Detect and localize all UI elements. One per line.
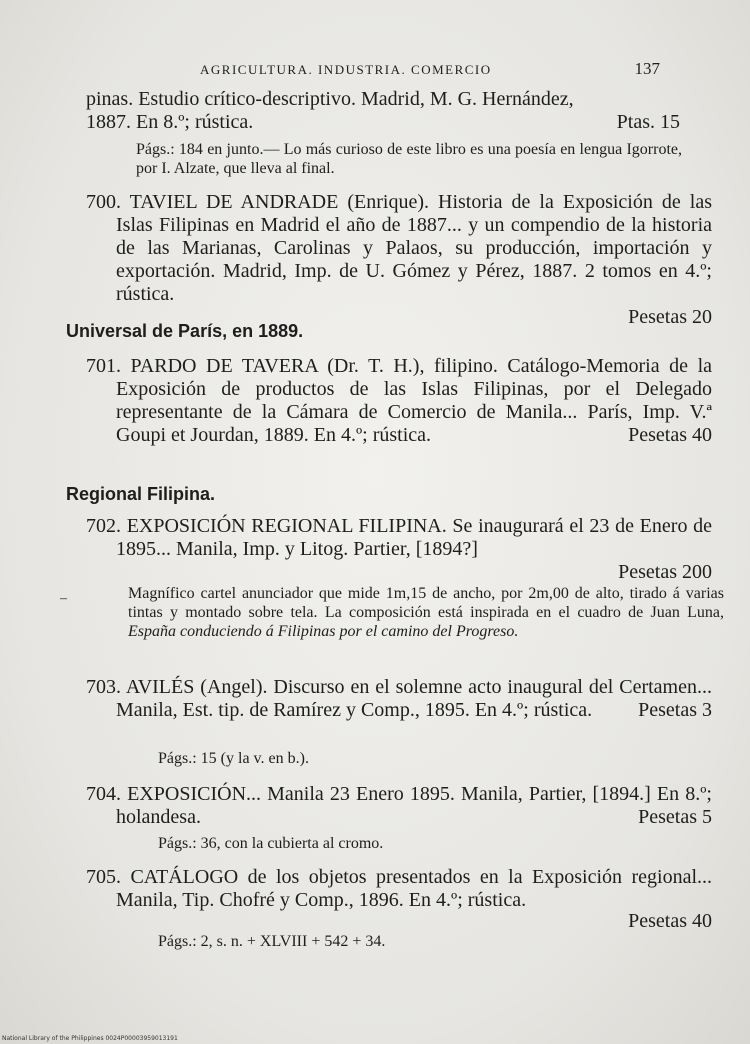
- entry-704: [86, 783, 712, 829]
- entry-703-note: Págs.: 15 (y la v. en b.).: [158, 750, 309, 767]
- entry-continued-note: Págs.: 184 en junto.— Lo más curioso de este libro es una poesía en lengua Igorrote, por I. Alzate, que lleva al final.: [136, 141, 682, 177]
- entry-continued-line1: pinas. Estudio crítico-descriptivo. Madrid, M. G. Hernández,: [86, 88, 574, 110]
- painting-title: España conduciendo á Filipinas por el camino del Progreso.: [128, 623, 519, 640]
- entry-705: [86, 866, 712, 933]
- running-title: AGRICULTURA. INDUSTRIA. COMERCIO: [200, 62, 492, 77]
- entry-text: TAVIEL DE ANDRADE (Enrique). Historia de la Exposición de las Islas Filipinas en Madrid el año de 1887... y un compendio de la historia de las Marianas, Carolinas y Palaos, su producción, importación y exportación. Madrid, Imp. de U. Gómez y Pérez, 1887. 2 tomos en 4.º; rústica.: [116, 191, 712, 305]
- entry-continued: [86, 88, 682, 178]
- entry-number: 702.: [86, 515, 121, 537]
- section-heading-regional: Regional Filipina.: [66, 484, 216, 504]
- entry-705-note: Págs.: 2, s. n. + XLVIII + 542 + 34.: [158, 933, 386, 950]
- entry-price: Pesetas 20: [628, 306, 712, 328]
- entry-text: AVILÉS (Angel). Discurso en el solemne acto inaugural del Certamen... Manila, Est. tip. de Ramírez y Comp., 1895. En 4.º; rústica.: [116, 676, 712, 721]
- entry-701: [86, 355, 712, 447]
- entry-702-note: [86, 584, 724, 641]
- entry-702: [86, 515, 712, 584]
- margin-dash: –: [60, 591, 67, 606]
- entry-703: [86, 676, 712, 722]
- entry-price: Pesetas 40: [628, 910, 712, 932]
- entry-704-note: Págs.: 36, con la cubierta al cromo.: [158, 835, 384, 852]
- entry-continued-line2: 1887. En 8.º; rústica.: [86, 111, 254, 133]
- note-text: Magnífico cartel anunciador que mide 1m,15 de ancho, por 2m,00 de alto, tirado á varias tintas y montado sobre tela. La composición está inspirada en el cuadro de Juan Luna,: [128, 585, 724, 621]
- entry-number: 704.: [86, 783, 121, 805]
- entry-number: 705.: [86, 866, 121, 888]
- entry-price: Pesetas 40: [628, 424, 712, 446]
- entry-price: Pesetas 200: [618, 561, 712, 583]
- entry-700: [86, 191, 712, 329]
- entry-continued-price: Ptas. 15: [616, 111, 680, 133]
- entry-number: 701.: [86, 355, 121, 377]
- entry-text: EXPOSICIÓN... Manila 23 Enero 1895. Manila, Partier, [1894.] En 8.º; holandesa.: [116, 783, 712, 828]
- entry-text: EXPOSICIÓN REGIONAL FILIPINA. Se inaugurará el 23 de Enero de 1895... Manila, Imp. y Litog. Partier, [1894?]: [116, 515, 713, 560]
- entry-price: Pesetas 5: [638, 806, 712, 828]
- entry-price: Pesetas 3: [638, 699, 712, 721]
- entry-text: CATÁLOGO de los objetos presentados en la Exposición regional... Manila, Tip. Chofré y Comp., 1896. En 4.º; rústica.: [116, 866, 713, 911]
- entry-number: 700.: [86, 191, 121, 213]
- entry-number: 703.: [86, 676, 121, 698]
- entry-text: PARDO DE TAVERA (Dr. T. H.), filipino. Catálogo-Memoria de la Exposición de productos de las Islas Filipinas, por el Delegado representante de la Cámara de Comercio de Manila... París, Imp. V.ª Goupi et Jourdan, 1889. En 4.º; rústica.: [116, 355, 712, 446]
- section-heading-paris: Universal de París, en 1889.: [66, 321, 304, 341]
- scan-footer: National Library of the Philippines 0024P00003959013191: [2, 1035, 178, 1042]
- page-number: 137: [634, 59, 660, 78]
